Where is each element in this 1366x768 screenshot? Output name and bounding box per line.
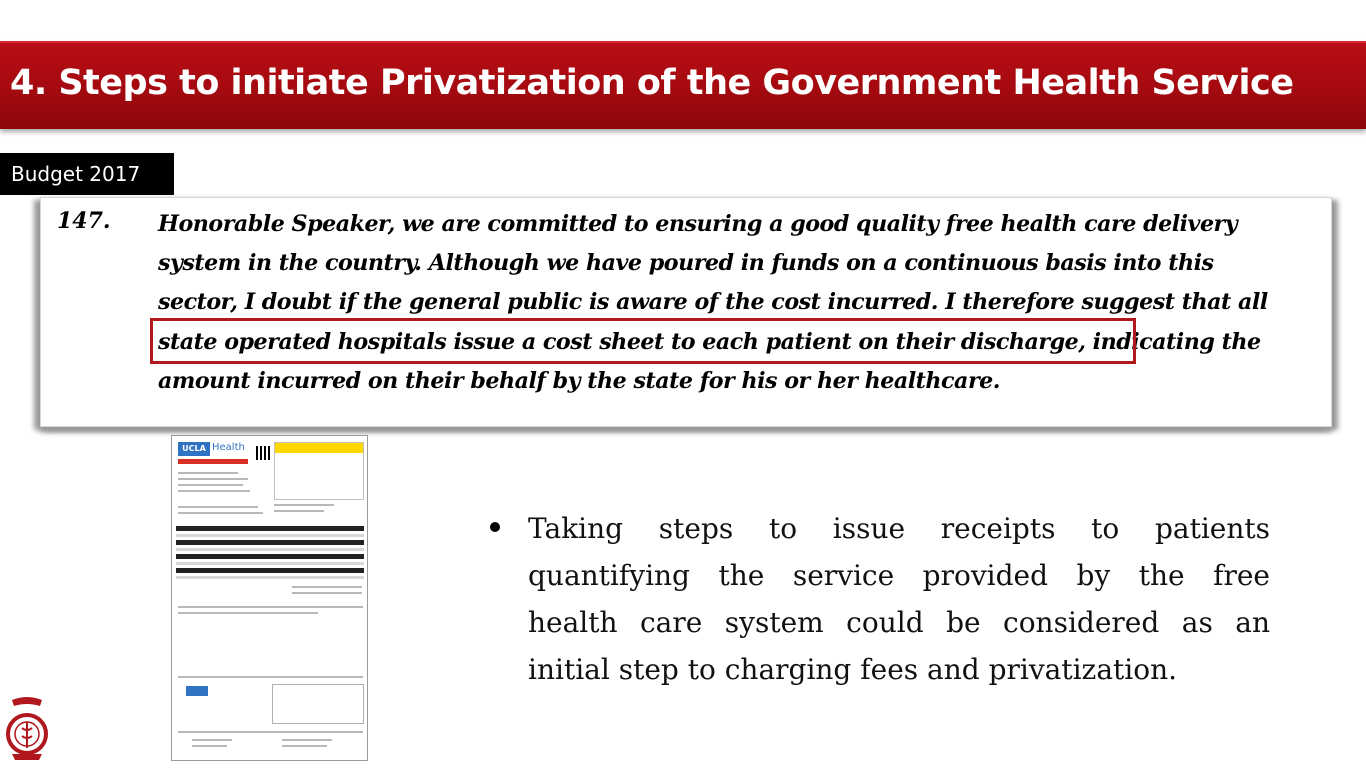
highlight-rectangle bbox=[150, 318, 1136, 364]
bill-line bbox=[178, 472, 238, 474]
bill-payment-box bbox=[272, 684, 364, 724]
budget-quote-box bbox=[40, 197, 1332, 427]
bill-table-row bbox=[176, 576, 364, 579]
bill-table-header bbox=[176, 540, 364, 545]
bill-line bbox=[274, 510, 324, 512]
bill-barcode bbox=[256, 446, 270, 460]
hospital-bill-image bbox=[171, 435, 368, 761]
bullet-icon bbox=[490, 522, 500, 532]
bill-table-row bbox=[176, 562, 364, 565]
bill-line bbox=[282, 745, 327, 747]
slide-title: 4. Steps to initiate Privatization of the Government Health Service bbox=[10, 63, 1294, 103]
quote-line: amount incurred on their behalf by the state for his or her healthcare. bbox=[158, 367, 1000, 394]
bill-heading-bar bbox=[178, 459, 248, 464]
bullet-line: Taking steps to issue receipts to patients bbox=[528, 512, 1270, 545]
bullet-line: initial step to charging fees and privatization. bbox=[528, 653, 1178, 686]
bill-line bbox=[178, 731, 363, 733]
bill-logo: UCLA bbox=[178, 442, 210, 456]
bill-line bbox=[292, 586, 362, 588]
bullet-text bbox=[528, 505, 1270, 693]
bill-line bbox=[178, 478, 248, 480]
quote-line: state operated hospitals issue a cost sheet to each patient on their discharge, indicating the bbox=[158, 328, 1261, 355]
bill-line bbox=[178, 606, 363, 608]
bill-notice-box bbox=[274, 442, 364, 500]
bill-line bbox=[192, 739, 232, 741]
paragraph-number: 147. bbox=[57, 208, 111, 234]
bullet-line: quantifying the service provided by the free bbox=[528, 559, 1270, 592]
quote-line: system in the country. Although we have poured in funds on a continuous basis into this bbox=[158, 250, 1214, 277]
bill-table-header bbox=[176, 554, 364, 559]
bill-line bbox=[178, 484, 243, 486]
bill-line bbox=[178, 490, 250, 492]
quote-line: Honorable Speaker, we are committed to ensuring a good quality free health care delivery bbox=[158, 211, 1238, 237]
bill-line bbox=[178, 612, 318, 614]
bill-line bbox=[282, 739, 332, 741]
bill-table-row bbox=[176, 534, 364, 537]
bill-line bbox=[178, 512, 263, 514]
bill-line bbox=[178, 506, 258, 508]
bill-table-header bbox=[176, 526, 364, 531]
bill-line bbox=[274, 504, 334, 506]
quote-line: sector, I doubt if the general public is aware of the cost incurred. I therefore suggest that all bbox=[158, 289, 1268, 316]
bullet-line: health care system could be considered as an bbox=[528, 606, 1270, 639]
bill-line bbox=[178, 676, 363, 678]
budget-tag: Budget 2017 bbox=[0, 153, 174, 195]
title-bar bbox=[0, 41, 1366, 129]
bill-line bbox=[292, 592, 362, 594]
bill-logo-small bbox=[186, 686, 208, 696]
association-emblem-icon bbox=[4, 696, 50, 762]
bill-line bbox=[192, 745, 227, 747]
bill-logo-word: Health bbox=[212, 442, 245, 453]
quote-text bbox=[158, 205, 1324, 401]
bill-table-row bbox=[176, 548, 364, 551]
bill-table-header bbox=[176, 568, 364, 573]
